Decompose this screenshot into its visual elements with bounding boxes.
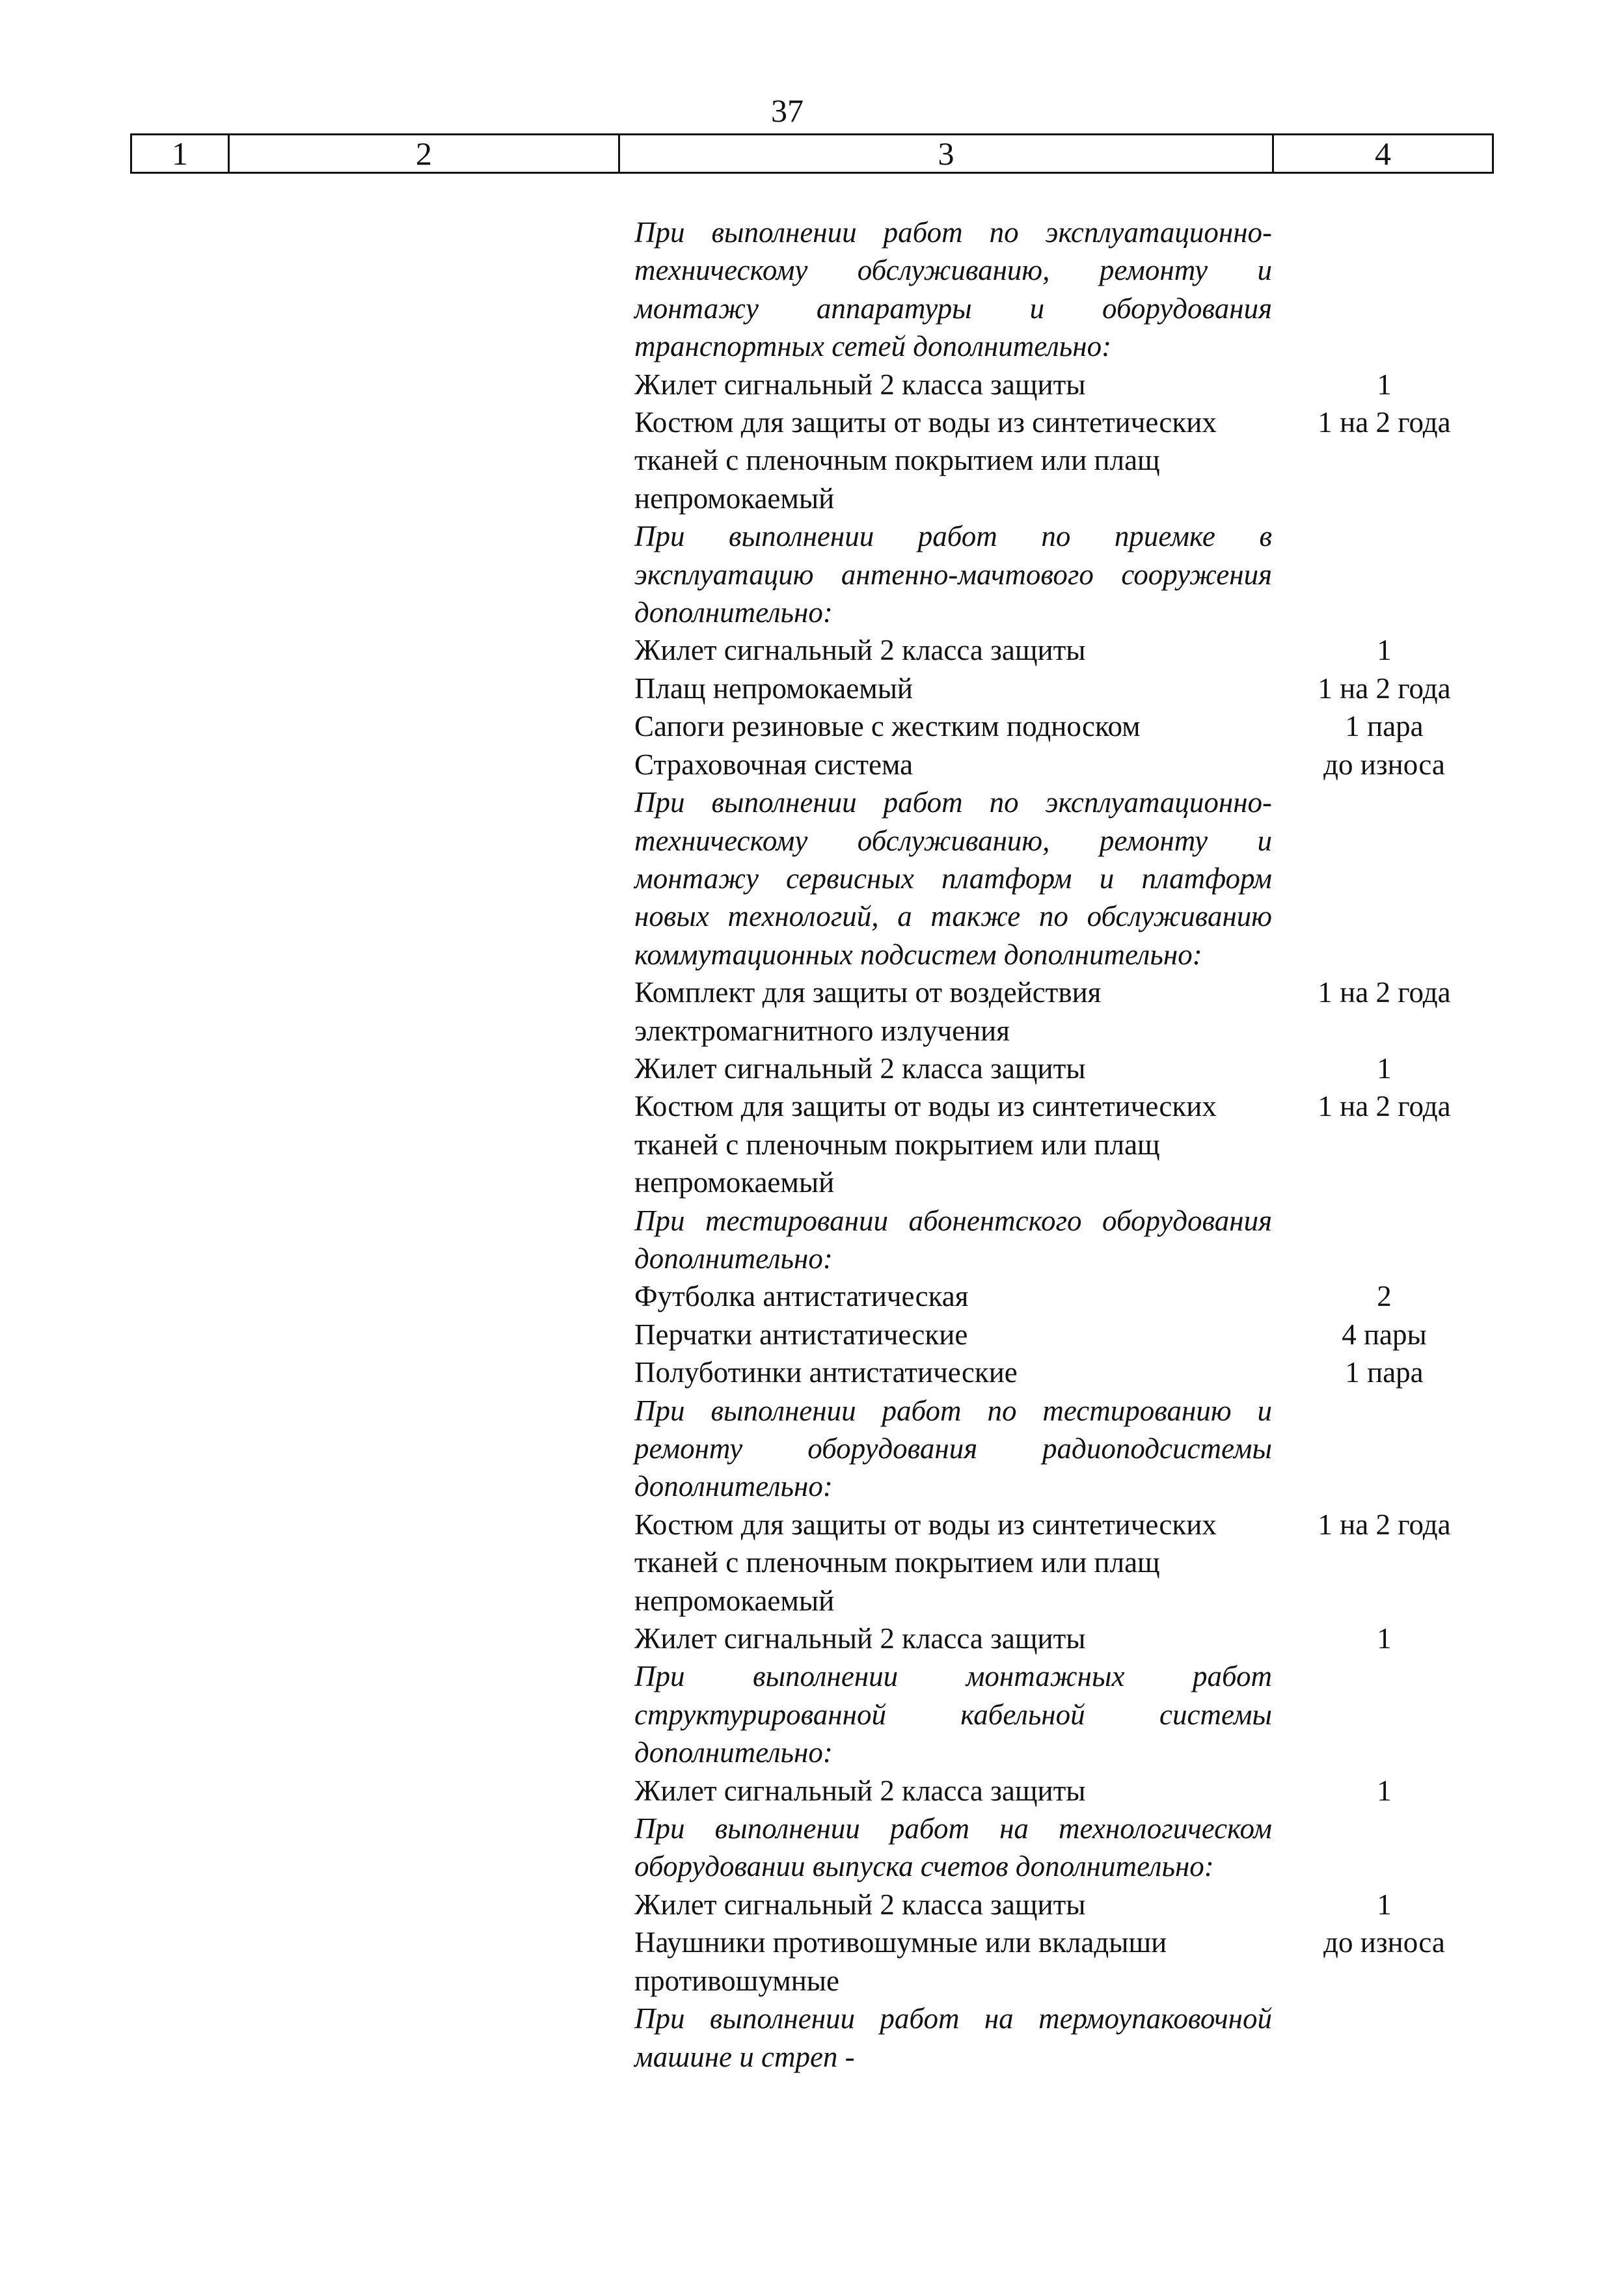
list-item [634,746,1519,783]
item-quantity: 1 на 2 года [1318,1508,1451,1541]
header-col-1: 1 [132,135,230,172]
item-quantity: 1 [1377,1888,1392,1921]
item-quantity: 1 на 2 года [1318,1090,1451,1123]
item-quantity: 1 на 2 года [1318,672,1451,705]
section-heading: При выполнении работ по тестированию и ремонту оборудования радиоподсистемы дополнительно: [634,1394,1272,1503]
list-item [634,631,1519,669]
item-quantity: 1 [1377,1622,1392,1655]
section-heading: При выполнении работ на термоупаковочной машине и стреп - [634,2002,1272,2073]
header-col-4: 4 [1375,135,1391,172]
item-quantity: 1 на 2 года [1318,976,1451,1009]
list-item [634,1353,1519,1391]
item-quantity: 1 [1377,634,1392,667]
list-item [634,403,1519,517]
list-item [634,1886,1519,1923]
ppe-list [634,213,1519,2076]
page-number: 37 [771,92,804,129]
item-name: Жилет сигнальный 2 класса защиты [634,1774,1086,1807]
list-item [634,1620,1519,1657]
item-name: Костюм для защиты от воды из синтетических тканей с пленочным покрытием или плащ непромокаемый [634,406,1217,515]
list-item [634,1923,1519,2000]
item-name: Костюм для защиты от воды из синтетических тканей с пленочным покрытием или плащ непромокаемый [634,1090,1217,1199]
list-item [634,670,1519,707]
item-name: Жилет сигнальный 2 класса защиты [634,634,1086,667]
item-name: Жилет сигнальный 2 класса защиты [634,1622,1086,1655]
header-col-3: 3 [620,135,1274,172]
item-name: Перчатки антистатические [634,1318,968,1351]
item-name: Жилет сигнальный 2 класса защиты [634,1888,1086,1921]
item-name: Полуботинки антистатические [634,1356,1018,1389]
item-quantity: 1 на 2 года [1318,406,1451,439]
item-name: Сапоги резиновые с жестким подноском [634,710,1141,743]
section-heading: При тестировании абонентского оборудования дополнительно: [634,1204,1272,1275]
section-heading: При выполнении монтажных работ структурированной кабельной системы дополнительно: [634,1660,1272,1769]
item-name: Наушники противошумные или вкладыши противошумные [634,1926,1167,1997]
list-item [634,1772,1519,1810]
item-name: Костюм для защиты от воды из синтетических тканей с пленочным покрытием или плащ непромокаемый [634,1508,1217,1617]
item-quantity: 1 пара [1345,1356,1424,1389]
item-quantity: до износа [1323,748,1445,781]
item-name: Плащ непромокаемый [634,672,914,705]
item-quantity: 4 пары [1342,1318,1427,1351]
list-item [634,973,1519,1050]
item-name: Футболка антистатическая [634,1280,969,1313]
item-quantity: до износа [1323,1926,1445,1959]
item-quantity: 1 пара [1345,710,1424,743]
item-quantity: 1 [1377,368,1392,401]
section-heading: При выполнении работ по эксплуатационно-техническому обслуживанию, ремонту и монтажу сервисных платформ и платформ новых технологий, а также по обслуживанию коммутационных подсистем дополнительно: [634,786,1272,971]
list-item [634,1506,1519,1620]
list-item [634,366,1519,403]
list-item [634,1087,1519,1201]
column-number-header [130,133,1494,174]
section-heading: При выполнении работ по приемке в эксплуатацию антенно-мачтового сооружения дополнительно: [634,520,1272,629]
item-name: Комплект для защиты от воздействия электромагнитного излучения [634,976,1102,1047]
list-item [634,1316,1519,1353]
section-heading: При выполнении работ по эксплуатационно-техническому обслуживанию, ремонту и монтажу аппаратуры и оборудования транспортных сетей дополнительно: [634,216,1272,363]
item-name: Страховочная система [634,748,914,781]
list-item [634,707,1519,745]
item-name: Жилет сигнальный 2 класса защиты [634,368,1086,401]
list-item [634,1050,1519,1087]
item-quantity: 1 [1377,1774,1392,1807]
item-quantity: 2 [1377,1280,1392,1313]
list-item [634,1277,1519,1315]
item-name: Жилет сигнальный 2 класса защиты [634,1052,1086,1085]
header-col-2: 2 [230,135,620,172]
section-heading: При выполнении работ на технологическом оборудовании выпуска счетов дополнительно: [634,1812,1272,1883]
item-quantity: 1 [1377,1052,1392,1085]
